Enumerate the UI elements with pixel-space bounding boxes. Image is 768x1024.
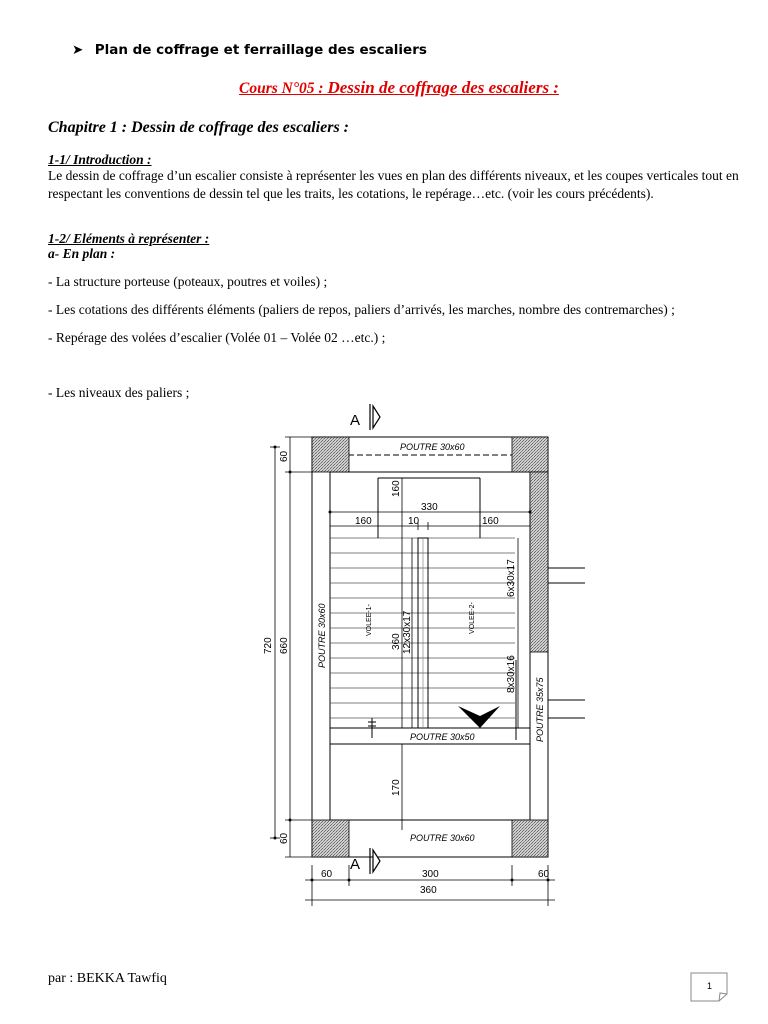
- list-item: - Les niveaux des paliers ;: [48, 385, 190, 400]
- chapter-title: Chapitre 1 : Dessin de coffrage des escaliers :: [48, 119, 349, 136]
- dim-660-vertical: 660: [279, 637, 290, 654]
- list-item: - Les cotations des différents éléments (paliers de repos, paliers d’arrivés, les marches, nombre des contremarches) ;: [48, 302, 675, 317]
- dim-60-top: 60: [279, 450, 290, 462]
- dim-330: 330: [421, 502, 438, 513]
- section-mark-top: A: [350, 412, 361, 429]
- page-number: 1: [707, 981, 713, 991]
- dim-160-right: 160: [482, 516, 499, 527]
- section-mark-bottom: A: [350, 856, 361, 873]
- dim-10: 10: [408, 516, 420, 527]
- en-plan-subheading: a- En plan :: [48, 246, 116, 261]
- elements-heading: 1-2/ Eléments à représenter :: [48, 231, 210, 246]
- beam-right-label: POUTRE 35x75: [535, 677, 545, 742]
- list-item: - Repérage des volées d’escalier (Volée 01 – Volée 02 …etc.) ;: [48, 330, 386, 345]
- section-title: Plan de coffrage et ferraillage des escaliers: [94, 42, 427, 58]
- steps-right-top-label: 6x30x17: [506, 559, 517, 597]
- dim-60-bottom: 60: [279, 832, 290, 844]
- dim-360-vertical: 360: [391, 633, 402, 650]
- dim-170-vertical: 170: [391, 779, 402, 796]
- arrow-bullet-icon: ➤: [72, 42, 84, 58]
- beam-left-label: POUTRE 30x60: [317, 603, 327, 668]
- author-footer: par : BEKKA Tawfiq: [48, 971, 167, 986]
- beam-top-label: POUTRE 30x60: [400, 442, 465, 452]
- introduction-heading: 1-1/ Introduction :: [48, 152, 152, 167]
- dim-300-bottom: 300: [422, 869, 439, 880]
- flight-2-label: VOLEE-2-: [469, 602, 476, 634]
- beam-middle-label: POUTRE 30x50: [410, 732, 475, 742]
- course-prefix: Cours N°05 :: [239, 80, 328, 97]
- beam-bottom-label: POUTRE 30x60: [410, 833, 475, 843]
- dim-160-vertical: 160: [391, 480, 402, 497]
- dim-60-bottom-left: 60: [321, 869, 333, 880]
- steps-right-bottom-label: 8x30x16: [506, 655, 517, 693]
- dim-720-vertical: 720: [263, 637, 274, 654]
- page-number-box: [690, 972, 728, 1002]
- dim-60-bottom-right: 60: [538, 869, 550, 880]
- introduction-paragraph: Le dessin de coffrage d’un escalier consiste à représenter les vues en plan des différents niveaux, et les coupes verticales tout en respectant les conventions de dessin tel que les traits, les cotations, le repérage…etc. (voir les cours précédents).: [48, 168, 739, 201]
- course-name: Dessin de coffrage des escaliers :: [327, 78, 559, 97]
- list-item: - La structure porteuse (poteaux, poutres et voiles) ;: [48, 274, 328, 289]
- dim-160-left: 160: [355, 516, 372, 527]
- steps-left-label: 12x30x17: [402, 610, 413, 654]
- flight-1-label: VOLEE-1-: [366, 604, 373, 636]
- dim-360-bottom: 360: [420, 885, 437, 896]
